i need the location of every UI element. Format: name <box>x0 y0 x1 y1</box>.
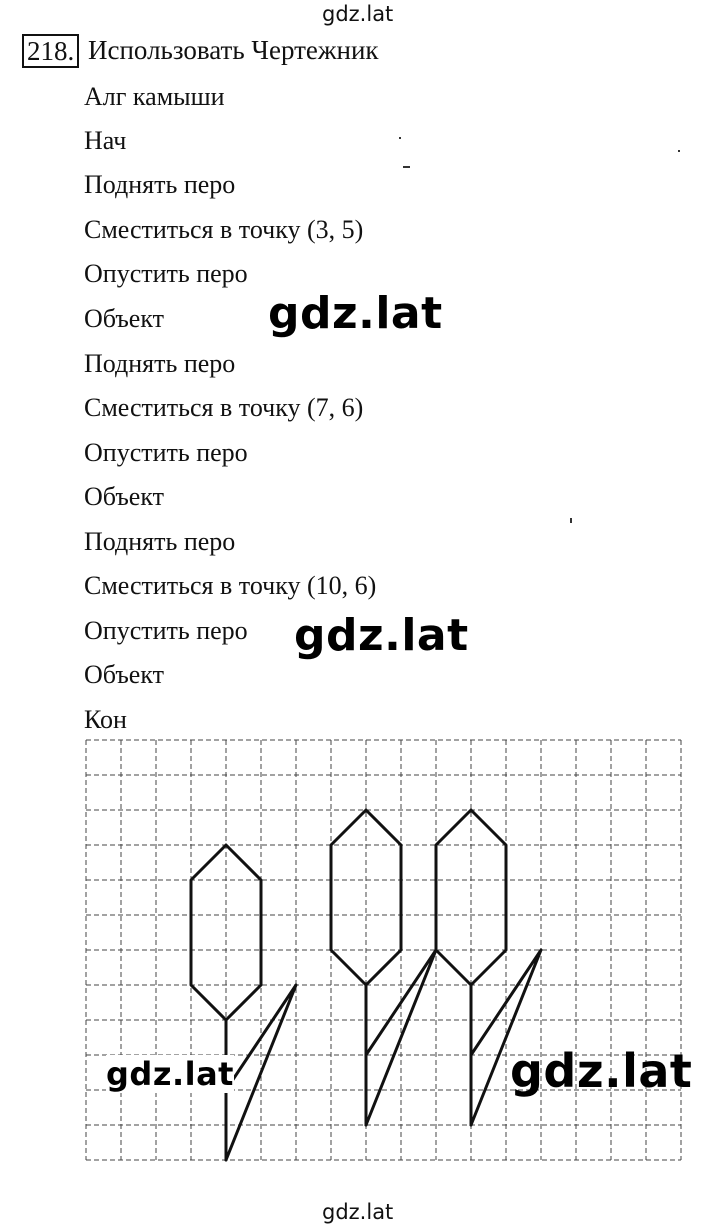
algorithm-line: Нач <box>84 126 127 155</box>
watermark-middle-1: gdz.lat <box>268 288 443 339</box>
algorithm-line: Поднять перо <box>84 170 236 199</box>
watermark-grid-right: gdz.lat <box>510 1044 693 1098</box>
algorithm-line: Поднять перо <box>84 349 236 378</box>
algorithm-line: Сместиться в точку (10, 6) <box>84 571 377 600</box>
algorithm-line: Сместиться в точку (7, 6) <box>84 393 364 422</box>
algorithm-line: Опустить перо <box>84 259 248 288</box>
algorithm-line: Опустить перо <box>84 616 248 645</box>
problem-number: 218. <box>22 34 79 68</box>
algorithm-line: Опустить перо <box>84 438 248 467</box>
algorithm-line: Объект <box>84 304 164 333</box>
algorithm-line: Кон <box>84 705 127 734</box>
watermark-bottom: gdz.lat <box>322 1200 394 1224</box>
watermark-grid-left: gdz.lat <box>106 1055 234 1093</box>
algorithm-line: Сместиться в точку (3, 5) <box>84 215 364 244</box>
algorithm-line: Алг камыши <box>84 82 225 111</box>
problem-heading: Использовать Чертежник <box>88 35 379 65</box>
algorithm-line: Объект <box>84 660 164 689</box>
watermark-middle-2: gdz.lat <box>294 610 469 661</box>
algorithm-line: Объект <box>84 482 164 511</box>
watermark-top: gdz.lat <box>322 2 394 26</box>
algorithm-line: Поднять перо <box>84 527 236 556</box>
